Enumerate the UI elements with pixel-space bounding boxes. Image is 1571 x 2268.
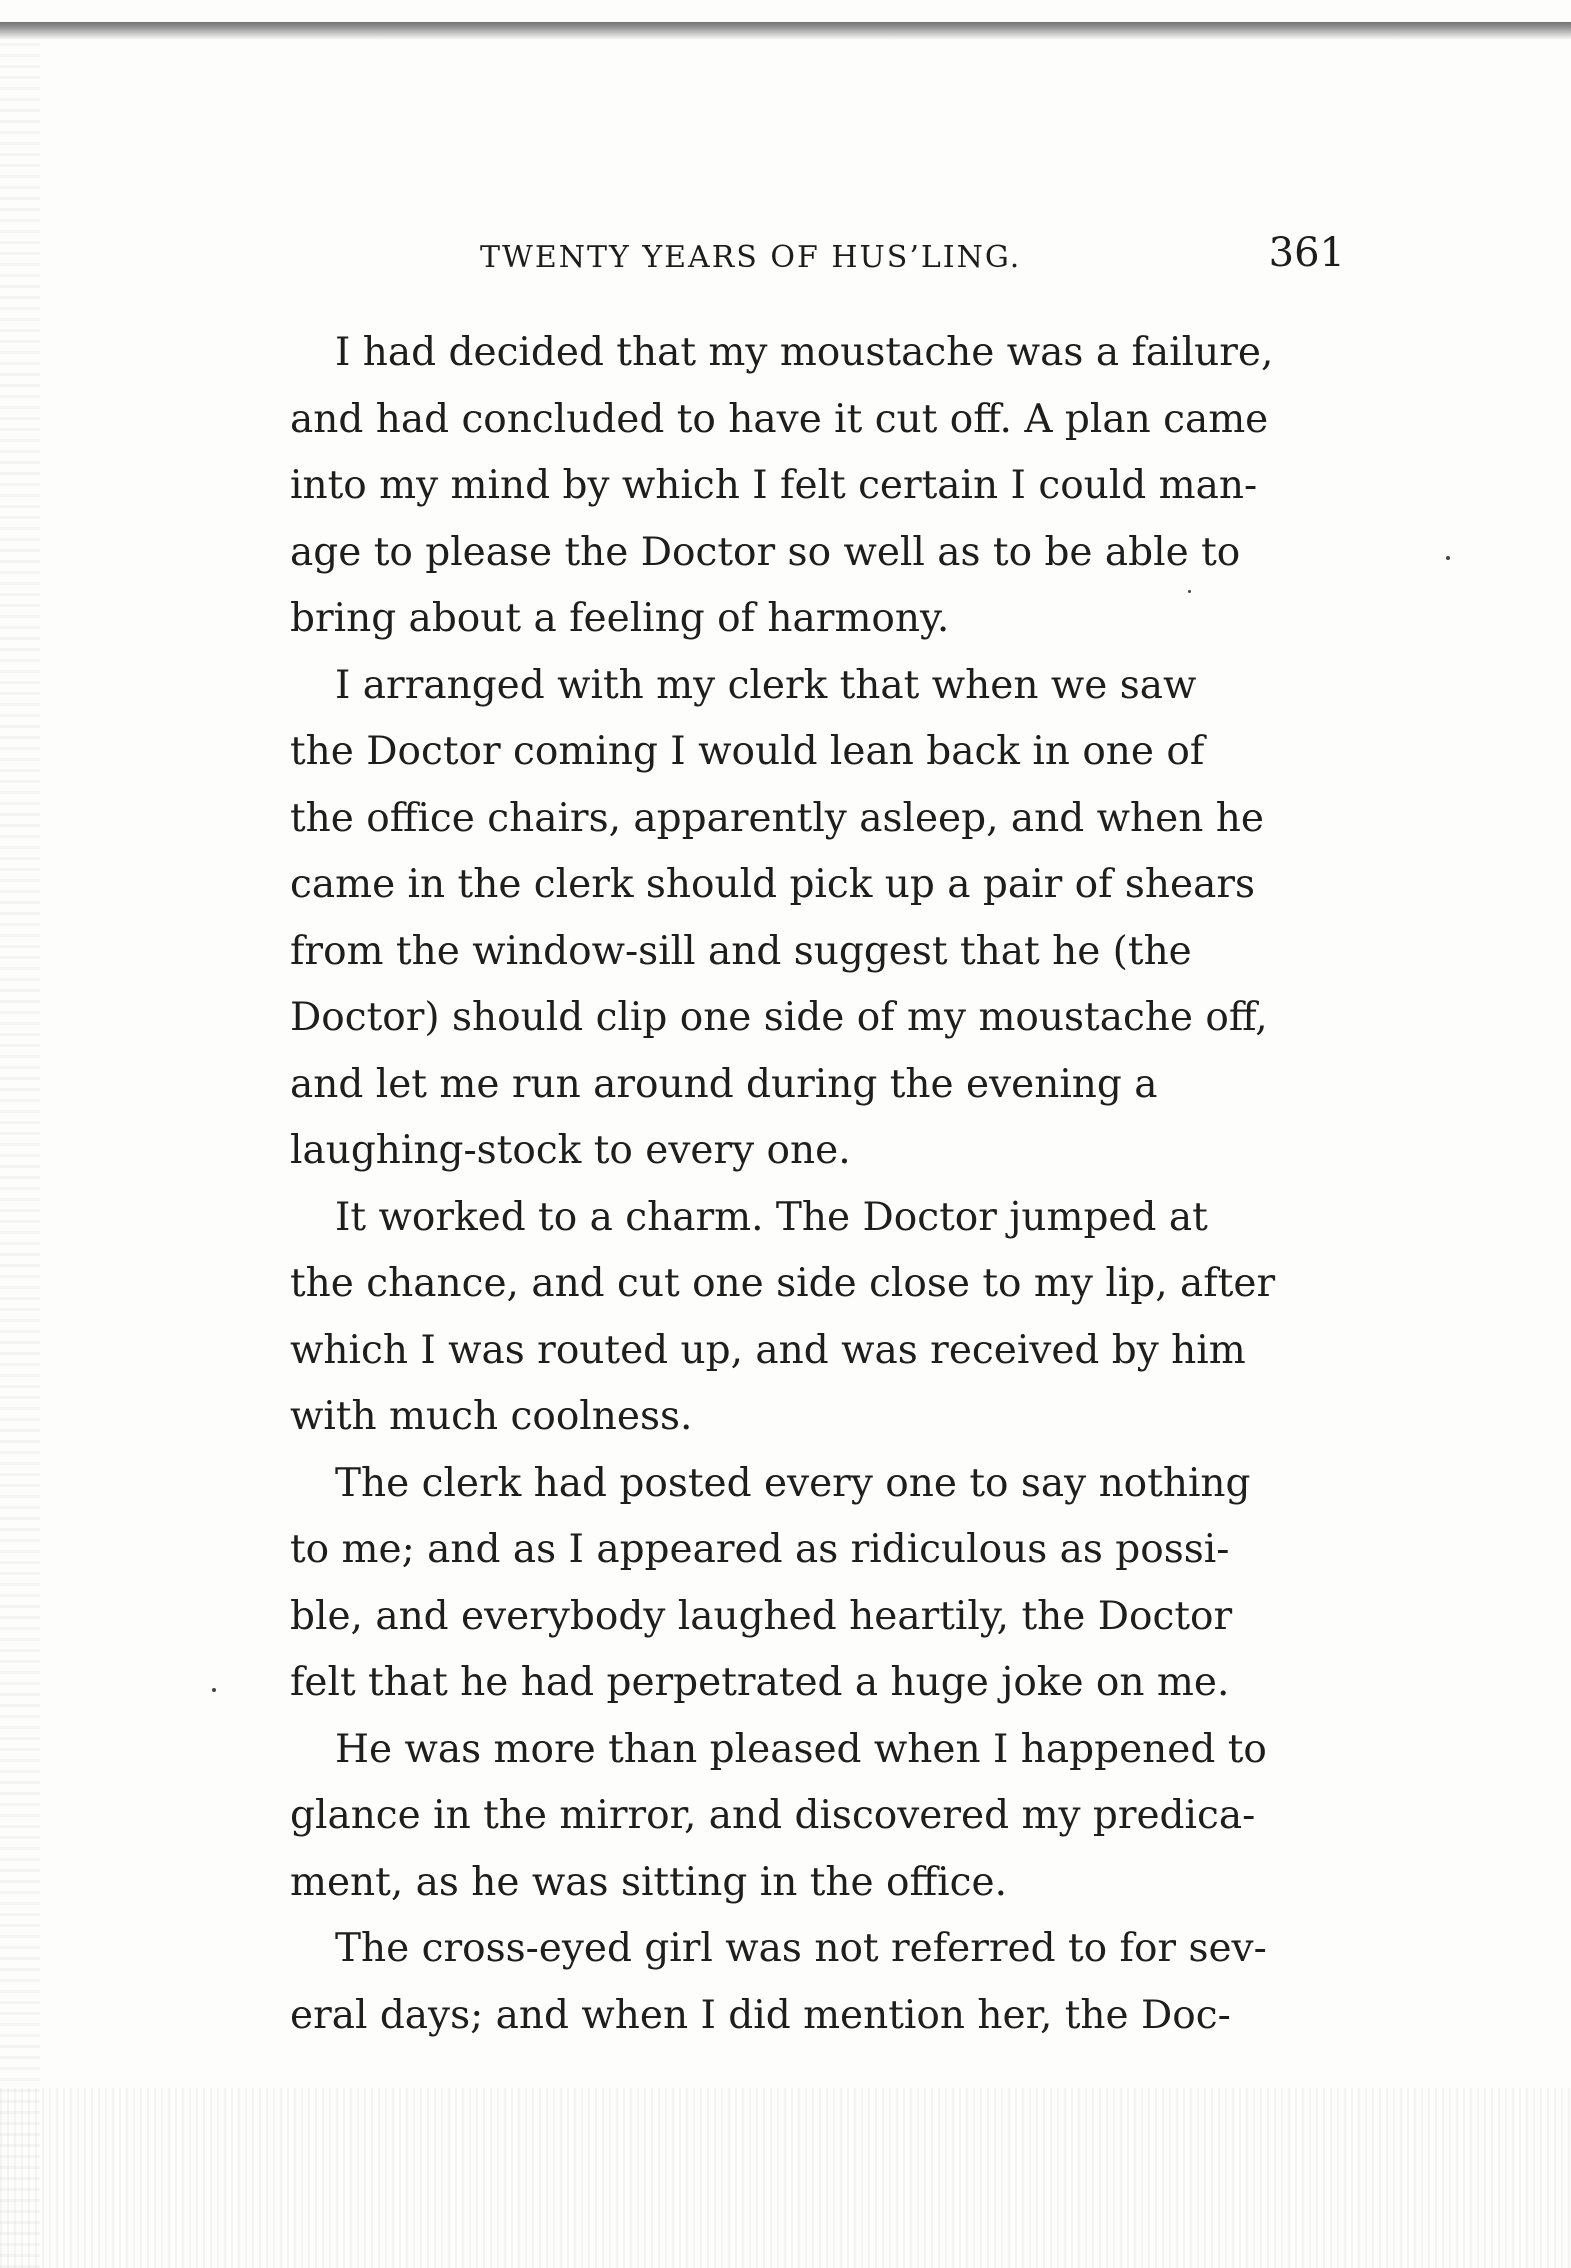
paragraph-2: [290, 653, 1345, 1185]
scan-noise-bottom: [0, 2088, 1571, 2268]
text-line: Doctor) should clip one side of my moustache off,: [290, 995, 1268, 1040]
text-line: glance in the mirror, and discovered my predica-: [290, 1793, 1256, 1838]
paragraph-3: [290, 1185, 1345, 1451]
text-line: to me; and as I appeared as ridiculous as possi-: [290, 1527, 1230, 1572]
scan-speck: [212, 1688, 216, 1692]
text-line: which I was routed up, and was received by him: [290, 1327, 1246, 1373]
scan-noise-left: [0, 40, 40, 2268]
paragraph-5: [290, 1717, 1345, 1917]
text-line: into my mind by which I felt certain I could man-: [290, 463, 1258, 508]
text-line: and had concluded to have it cut off. A plan came: [290, 396, 1269, 442]
text-line: with much coolness.: [290, 1394, 693, 1439]
text-line: and let me run around during the evening a: [290, 1061, 1158, 1107]
text-line: The cross-eyed girl was not referred to for sev-: [335, 1926, 1267, 1971]
text-line: eral days; and when I did mention her, the Doc-: [290, 1992, 1231, 2038]
page-top-edge: [0, 22, 1571, 40]
scan-speck: [1188, 590, 1191, 593]
page-header: [290, 226, 1345, 286]
scan-speck: [1446, 556, 1450, 560]
paragraph-1: [290, 320, 1345, 653]
text-line: the Doctor coming I would lean back in one of: [290, 729, 1205, 774]
text-line: laughing-stock to every one.: [290, 1128, 851, 1173]
text-line: I arranged with my clerk that when we saw: [335, 662, 1197, 708]
paragraph-6: [290, 1916, 1345, 2049]
running-head: TWENTY YEARS OF HUS’LING.: [480, 240, 1022, 275]
text-line: the chance, and cut one side close to my lip, after: [290, 1261, 1276, 1306]
text-line: ble, and everybody laughed heartily, the Doctor: [290, 1593, 1233, 1639]
text-line: It worked to a charm. The Doctor jumped at: [335, 1194, 1208, 1240]
text-line: bring about a feeling of harmony.: [290, 596, 950, 641]
text-line: I had decided that my moustache was a failure,: [335, 330, 1274, 375]
text-line: He was more than pleased when I happened to: [335, 1726, 1267, 1772]
text-line: felt that he had perpetrated a huge joke on me.: [290, 1660, 1230, 1705]
text-line: the office chairs, apparently asleep, and when he: [290, 795, 1264, 841]
text-line: The clerk had posted every one to say nothing: [335, 1460, 1251, 1506]
page-number: 361: [1268, 230, 1345, 276]
text-line: from the window-sill and suggest that he (the: [290, 928, 1192, 974]
paragraph-4: [290, 1451, 1345, 1717]
body-text: [290, 320, 1345, 2049]
text-line: ment, as he was sitting in the office.: [290, 1859, 1007, 1905]
text-line: age to please the Doctor so well as to be able to: [290, 529, 1241, 575]
text-line: came in the clerk should pick up a pair of shears: [290, 862, 1256, 907]
